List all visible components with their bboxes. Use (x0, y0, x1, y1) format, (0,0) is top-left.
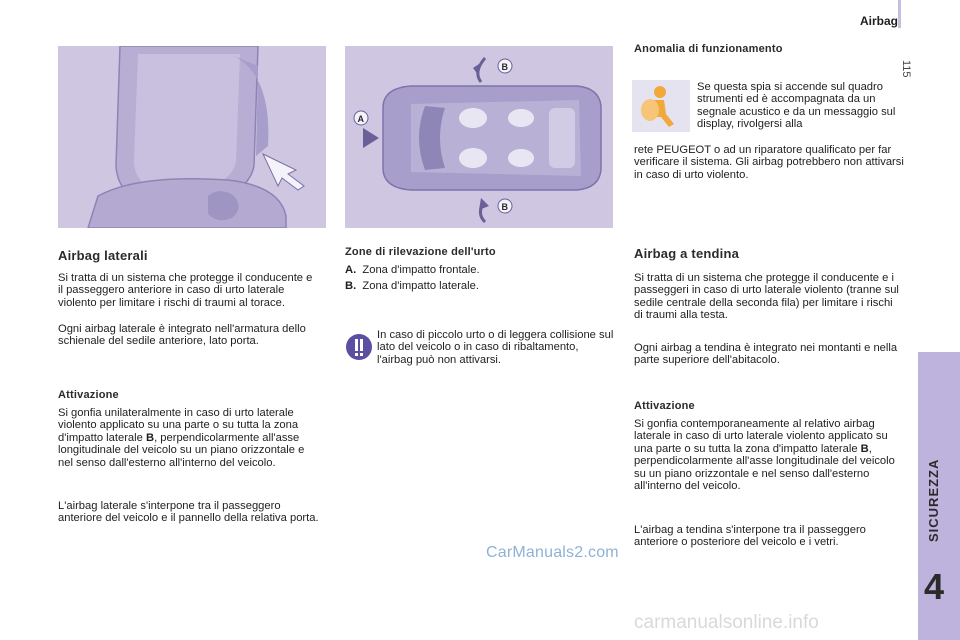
warning-text: In caso di piccolo urto o di leggera collisione sul lato del veicolo o in caso di ribaltamento, l'airbag può non attivarsi. (377, 329, 614, 366)
curtain-airbag-title: Airbag a tendina (634, 246, 740, 261)
header-rule (898, 0, 901, 28)
side-activation-title: Attivazione (58, 389, 119, 401)
chapter-number: 4 (924, 566, 945, 607)
car-impact-zones-illustration (345, 46, 613, 228)
site-watermark: CarManuals2.com (486, 544, 619, 561)
label-a: A (357, 114, 364, 124)
section-title: Airbag (859, 14, 898, 28)
fault-title: Anomalia di funzionamento (634, 43, 783, 55)
side-activation-text: Si gonfia unilateralmente in caso di urto laterale violento applicato su una parte o su tutta la zona d'impatto laterale B, perpendicolarmente all'asse longitudinale del veicolo su un piano orizzontale e nel senso dall'esterno all'interno del veicolo. (58, 407, 305, 469)
label-b-top: B (501, 62, 508, 72)
airbag-warning-light-icon (632, 80, 690, 132)
zone-b-item: B. Zona d'impatto laterale. (345, 280, 479, 292)
footer-watermark: carmanualsonline.info (634, 612, 819, 633)
curtain-activation-text-2: L'airbag a tendina s'interpone tra il passeggero anteriore o posteriore del veicolo e i vetri. (634, 524, 866, 549)
seat-airbag-illustration (58, 46, 326, 228)
side-activation-text-2: L'airbag laterale s'interpone tra il passeggero anteriore del veicolo e il pannello della relativa porta. (58, 500, 319, 525)
curtain-intro-2: Ogni airbag a tendina è integrato nei montanti e nella parte superiore dell'abitacolo. (634, 342, 898, 367)
chapter-label: SICUREZZA (926, 458, 941, 542)
side-airbag-intro-2: Ogni airbag laterale è integrato nell'armatura dello schienale del sedile anteriore, lato porta. (58, 323, 306, 348)
fault-text: rete PEUGEOT o ad un riparatore qualificato per far verificare il sistema. Gli airbag potrebbero non attivarsi in caso di urto violento. (634, 144, 904, 181)
zone-a-item: A. Zona d'impatto frontale. (345, 264, 480, 276)
label-b-bottom: B (501, 202, 508, 212)
warning-exclamation-icon (345, 333, 373, 361)
curtain-activation-title: Attivazione (634, 400, 695, 412)
side-airbag-title: Airbag laterali (58, 248, 148, 263)
impact-zones-title: Zone di rilevazione dell'urto (345, 246, 496, 258)
page-number: 115 (900, 60, 912, 78)
fault-text-indented: Se questa spia si accende sul quadro strumenti ed è accompagnata da un segnale acustico e da un messaggio sul display, rivolgersi alla (697, 81, 896, 131)
curtain-activation-text: Si gonfia contemporaneamente al relativo airbag laterale in caso di urto laterale violento applicato su una parte o su tutta la zona d'impatto laterale B, perpendicolarmente all'asse longitudinale del veicolo su un piano orizzontale e nel senso dall'esterno all'interno del veicolo. (634, 418, 895, 493)
side-airbag-intro-1: Si tratta di un sistema che protegge il conducente e il passeggero anteriore in caso di urto laterale violento per limitare i rischi di traumi al torace. (58, 272, 313, 309)
curtain-intro-1: Si tratta di un sistema che protegge il conducente e i passeggeri in caso di urto laterale violento (tranne sul sedile centrale della seconda fila) per limitare i rischi di traumi alla testa. (634, 272, 899, 322)
